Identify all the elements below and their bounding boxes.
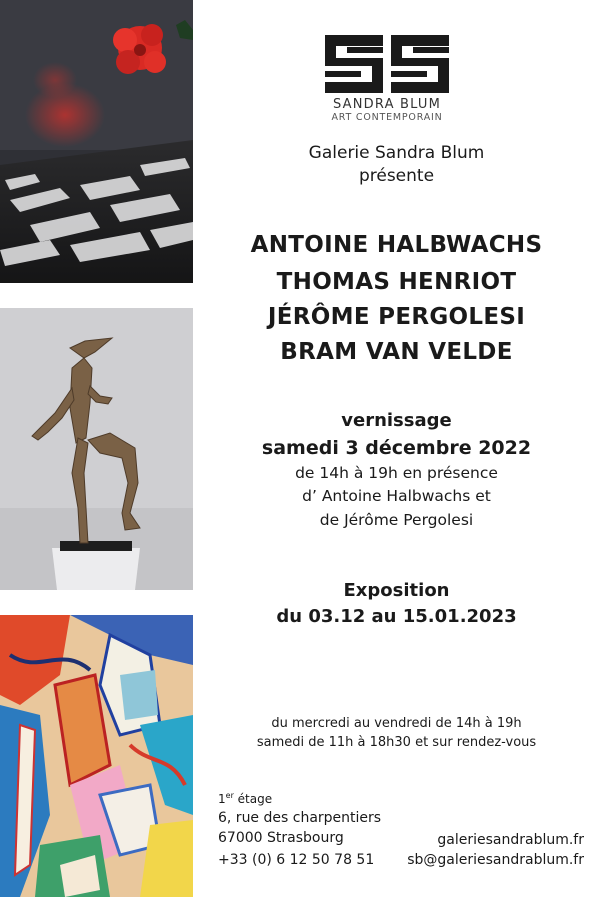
artist-name: THOMAS HENRIOT: [276, 269, 517, 295]
artist-name: BRAM VAN VELDE: [280, 339, 513, 365]
website-link[interactable]: galeriesandrablum.fr: [437, 832, 584, 848]
vernissage-detail: de 14h à 19h en présence: [295, 464, 498, 482]
floor-ordinal: er: [225, 791, 234, 800]
vernissage-detail: de Jérôme Pergolesi: [319, 511, 474, 529]
artwork-photo-flower: [0, 0, 193, 283]
address-street: 6, rue des charpentiers: [218, 810, 382, 826]
artwork-column: [0, 0, 193, 897]
floor-word: étage: [233, 792, 273, 806]
vernissage-date: samedi 3 décembre 2022: [261, 437, 532, 459]
brand-subtitle: ART CONTEMPORAIN: [331, 112, 443, 123]
sculpture-image: [0, 308, 193, 590]
artwork-photo-sculpture: [0, 308, 193, 590]
exposition-title: Exposition: [343, 580, 450, 601]
address-phone[interactable]: +33 (0) 6 12 50 78 51: [218, 852, 375, 868]
exposition-dates: du 03.12 au 15.01.2023: [276, 606, 517, 627]
gallery-name: Galerie Sandra Blum: [308, 143, 485, 163]
announcement-content: [193, 0, 600, 897]
brand-name: SANDRA BLUM: [332, 97, 442, 112]
artist-name: JÉRÔME PERGOLESI: [267, 304, 526, 330]
artist-name: ANTOINE HALBWACHS: [250, 232, 543, 258]
vernissage-detail: d’ Antoine Halbwachs et: [302, 487, 491, 505]
address-city: 67000 Strasbourg: [218, 830, 344, 846]
opening-hours: samedi de 11h à 18h30 et sur rendez-vous: [256, 735, 537, 750]
artwork-photo-painting: [0, 615, 193, 897]
address-floor: [218, 791, 272, 806]
presents-text: présente: [358, 166, 435, 186]
email-link[interactable]: sb@galeriesandrablum.fr: [407, 852, 584, 868]
floor-number: 1: [218, 792, 226, 806]
vernissage-title: vernissage: [341, 410, 452, 431]
flower-shadow-image: [0, 0, 193, 283]
opening-hours: du mercredi au vendredi de 14h à 19h: [271, 716, 522, 731]
abstract-painting-image: [0, 615, 193, 897]
